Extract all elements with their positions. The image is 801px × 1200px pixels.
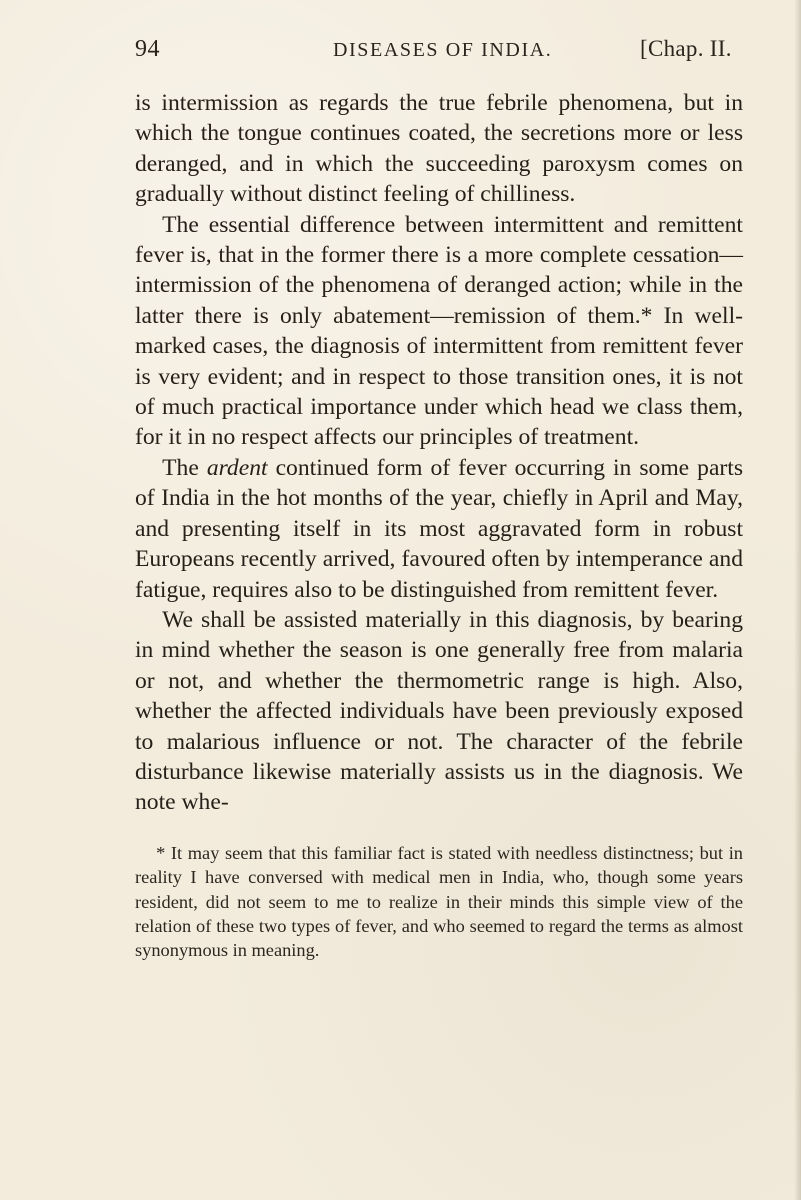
paragraph-ardent-rest: continued form of fever occurring in some parts of India in the hot months of the year, chiefly in April and May, and presenting itself in its most aggravated form in robust Europeans recently arrived, favoured often by intemperance and fatigue, requires also to be distinguished from remittent fever. — [135, 454, 744, 603]
paragraph-continued: is intermission as regards the true febrile phenomena, but in which the tongue continues coated, the secretions more or less deranged, and in which the succeeding paroxysm comes on gradually without distinct feeling of chilliness. — [135, 90, 743, 208]
paragraph-diagnosis: We shall be assisted materially in this diagnosis, by bearing in mind whether the season is one generally free from malaria or not, and whether the thermometric range is high. Also, whether the affected individuals have been previously exposed to malarious influence or not. The character of the febrile disturbance likewise materially assists us in the diagnosis. We note whe- — [135, 606, 743, 816]
running-header — [135, 26, 743, 70]
page-number: 94 — [135, 36, 160, 62]
paragraph-ardent-fever — [135, 453, 743, 605]
main-text — [135, 88, 743, 818]
footnote-text: * It may seem that this familiar fact is stated with needless distinctness; but in reality I have conversed with medical men in India, who, though some years resident, did not seem to me to realize in their minds this simple view of the relation of these two types of fever, and who seemed to regard the terms as almost synonymous in meaning. — [135, 842, 743, 961]
chapter-reference: [Chap. II. — [640, 36, 732, 61]
paragraph-essential-difference: The essential difference between intermittent and remittent fever is, that in the former there is a more complete cessation—intermission of the phenomena of deranged action; while in the latter there is only abatement—remission of them.* In well-marked cases, the diagnosis of intermittent from remittent fever is very evident; and in respect to those transition ones, it is not of much practical importance under which head we class them, for it in no respect affects our principles of treatment. — [135, 211, 743, 451]
footnote-section — [135, 841, 743, 963]
running-title: DISEASES OF INDIA. — [333, 39, 553, 61]
paragraph-ardent-lead: The — [162, 454, 199, 481]
ardent-italic-word: ardent — [206, 454, 268, 481]
